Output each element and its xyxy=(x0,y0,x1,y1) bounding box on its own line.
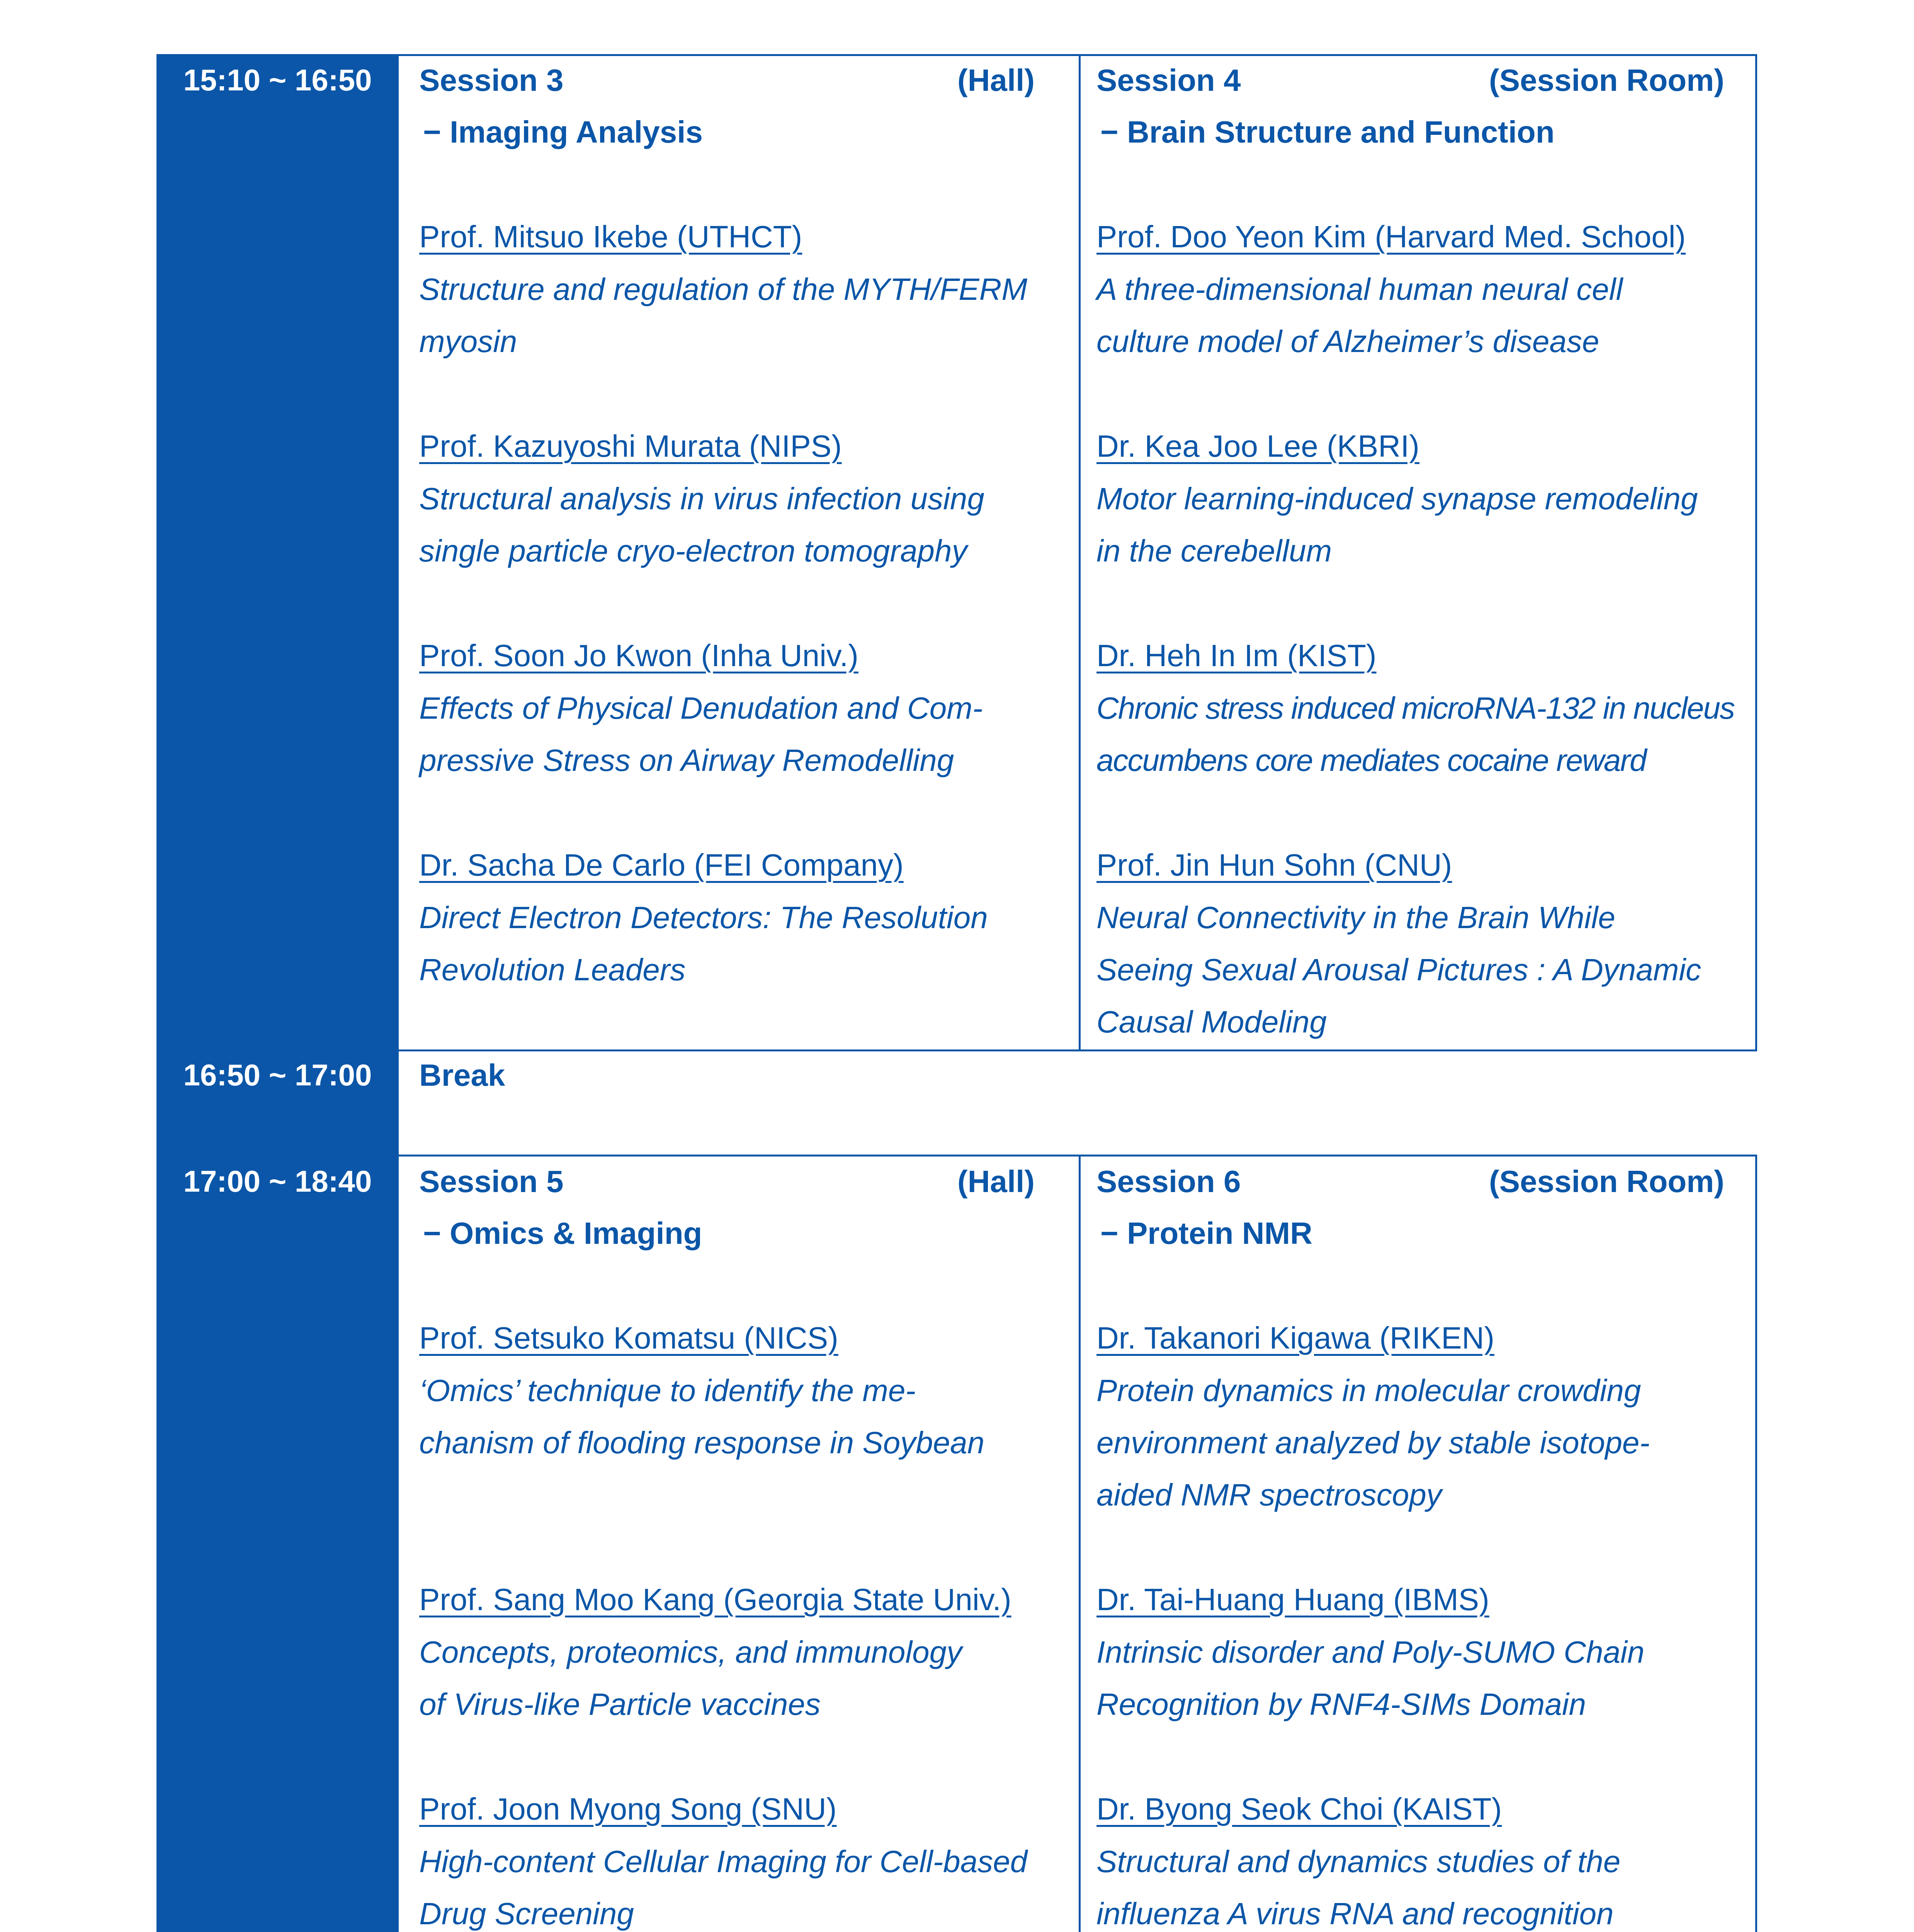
time-slot: 15:10 ~ 16:50 xyxy=(183,63,372,97)
break-label: Break xyxy=(419,1058,505,1092)
talk-title: Motor learning-induced synapse remodeling in the cerebellum xyxy=(1096,481,1698,568)
talk-title: Intrinsic disorder and Poly-SUMO Chain Recognition by RNF4-SIMs Domain xyxy=(1096,1635,1645,1721)
table-right-border xyxy=(1755,1155,1757,1932)
talk-title: A three-dimensional human neural cell culture model of Alzheimer’s disease xyxy=(1096,272,1623,359)
time-column xyxy=(156,54,399,1932)
talk-title: ‘Omics’ technique to identify the me- chanism of flooding response in Soybean xyxy=(419,1373,985,1460)
talk-title: High-content Cellular Imaging for Cell-based Drug Screening xyxy=(419,1844,1028,1931)
talk-title: Structure and regulation of the MYTH/FERM myosin xyxy=(419,272,1027,359)
speaker-name: Prof. Mitsuo Ikebe (UTHCT) xyxy=(419,219,802,254)
speaker-name: Prof. Sang Moo Kang (Georgia State Univ.) xyxy=(419,1582,1011,1617)
talk-title: Direct Electron Detectors: The Resolution Revolution Leaders xyxy=(419,900,988,987)
session-name: Session 4 xyxy=(1096,63,1241,97)
talk-title: Structural analysis in virus infection using single particle cryo-electron tomography xyxy=(419,481,984,568)
session-divider xyxy=(1079,54,1081,1051)
time-slot: 17:00 ~ 18:40 xyxy=(183,1164,372,1198)
time-slot: 16:50 ~ 17:00 xyxy=(183,1058,372,1092)
row-divider xyxy=(399,54,1757,56)
speaker-name: Prof. Kazuyoshi Murata (NIPS) xyxy=(419,429,842,463)
speaker-name: Dr. Heh In Im (KIST) xyxy=(1096,638,1377,673)
session-topic: − Brain Structure and Function xyxy=(1100,115,1555,149)
talk-title: Structural and dynamics studies of the influenza A virus RNA and recognition xyxy=(1096,1844,1621,1931)
session-topic: − Imaging Analysis xyxy=(423,115,703,149)
talk-title: Concepts, proteomics, and immunology of Virus-like Particle vaccines xyxy=(419,1635,962,1721)
session-topic: − Protein NMR xyxy=(1100,1216,1312,1250)
talk-title: Effects of Physical Denudation and Com- pressive Stress on Airway Remodelling xyxy=(419,691,983,777)
speaker-name: Prof. Joon Myong Song (SNU) xyxy=(419,1792,837,1826)
talk-title: Neural Connectivity in the Brain While Seeing Sexual Arousal Pictures : A Dynamic Causal Modeling xyxy=(1096,900,1702,1039)
speaker-name: Dr. Kea Joo Lee (KBRI) xyxy=(1096,429,1419,463)
session-name: Session 6 xyxy=(1096,1164,1241,1199)
speaker-name: Prof. Setsuko Komatsu (NICS) xyxy=(419,1321,838,1355)
session-name: Session 3 xyxy=(419,63,564,97)
talk-title: Chronic stress induced microRNA-132 in nucleus accumbens core mediates cocaine reward xyxy=(1096,691,1734,777)
table-right-border xyxy=(1755,54,1757,1051)
session-venue: (Hall) xyxy=(957,1164,1035,1199)
session-topic: − Omics & Imaging xyxy=(423,1216,702,1250)
session-divider xyxy=(1079,1155,1081,1932)
speaker-name: Dr. Byong Seok Choi (KAIST) xyxy=(1096,1792,1502,1826)
speaker-name: Prof. Jin Hun Sohn (CNU) xyxy=(1096,848,1452,882)
speaker-name: Dr. Takanori Kigawa (RIKEN) xyxy=(1096,1321,1494,1355)
speaker-name: Dr. Sacha De Carlo (FEI Company) xyxy=(419,848,904,882)
row-divider xyxy=(399,1155,1757,1156)
session-venue: (Session Room) xyxy=(1489,1164,1724,1199)
session-name: Session 5 xyxy=(419,1164,564,1199)
row-divider xyxy=(399,1049,1757,1051)
speaker-name: Dr. Tai-Huang Huang (IBMS) xyxy=(1096,1582,1489,1617)
session-venue: (Session Room) xyxy=(1489,63,1724,97)
talk-title: Protein dynamics in molecular crowding environment analyzed by stable isotope- aided NMR spectroscopy xyxy=(1096,1373,1650,1512)
speaker-name: Prof. Doo Yeon Kim (Harvard Med. School) xyxy=(1096,219,1686,254)
session-venue: (Hall) xyxy=(957,63,1035,97)
speaker-name: Prof. Soon Jo Kwon (Inha Univ.) xyxy=(419,638,858,673)
